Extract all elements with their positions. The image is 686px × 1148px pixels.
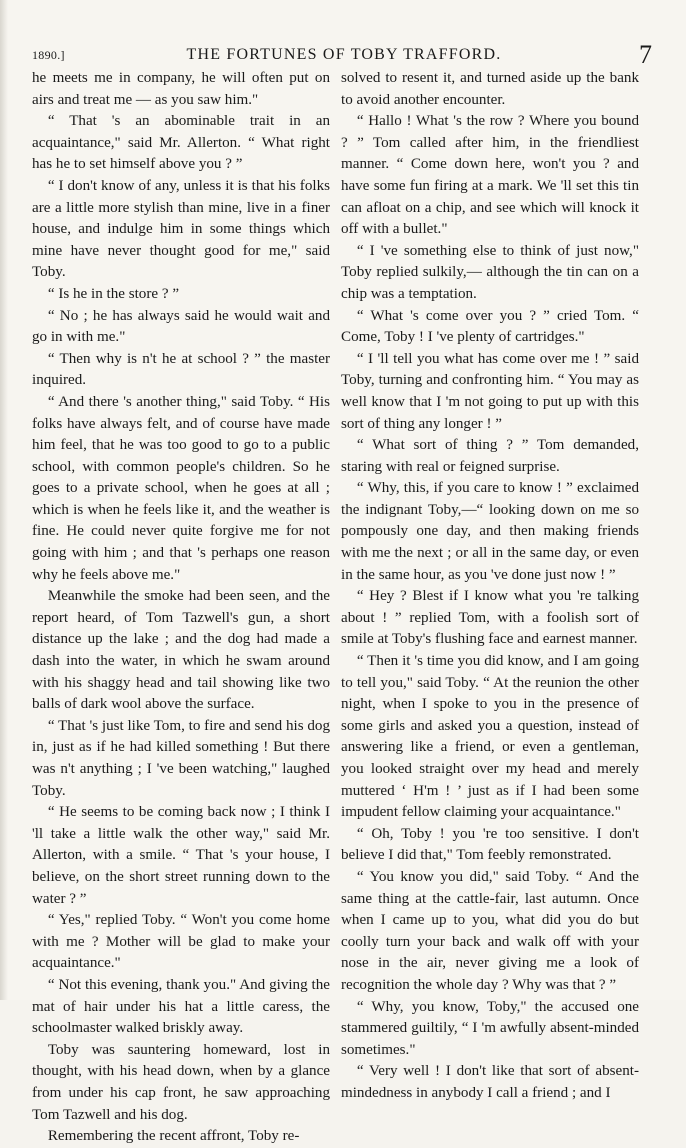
paragraph: Meanwhile the smoke had been seen, and the report heard, of Tom Tazwell's gun, a short distance up the lake ; and the dog had made a dash into the water, in which he swam around with his shaggy head and tail showing like two balls of dark wool above the surface.: [32, 588, 330, 713]
paragraph: “ That 's an abominable trait in an acquaintance," said Mr. Allerton. “ What right has he to set himself above you ? ”: [32, 113, 330, 173]
paragraph: “ Very well ! I don't like that sort of absent-mindedness in anybody I call a friend ; and I: [341, 1063, 639, 1101]
paragraph: “ I 'll tell you what has come over me ! ” said Toby, turning and confronting him. “ You may as well know that I 'm not going to put up with this sort of thing any longer ! ”: [341, 350, 639, 432]
paragraph: solved to resent it, and turned aside up the bank to avoid another encounter.: [341, 70, 639, 108]
paragraph: Remembering the recent affront, Toby re-: [47, 1128, 300, 1145]
running-header: [32, 40, 656, 70]
paragraph: “ No ; he has always said he would wait and go in with me.": [32, 307, 330, 346]
paragraph: “ Why, this, if you care to know ! ” exclaimed the indignant Toby,—“ looking down on me so pompously one day, and then making friends with me the next ; or all in the same day, or even in the same hour, as you 've done just now ! ”: [341, 480, 639, 583]
paragraph: “ I 've something else to think of just now," Toby replied sulkily,— although the tin can on a chip was a temptation.: [341, 242, 639, 302]
issue-date: 1890.]: [32, 48, 65, 62]
paragraph: “ Is he in the store ? ”: [47, 285, 180, 302]
page-number: 7: [639, 40, 652, 69]
left-column: [32, 68, 330, 1148]
paragraph: “ Not this evening, thank you." And giving the mat of hair under his hat a little caress, the schoolmaster walked briskly away.: [32, 976, 330, 1037]
paragraph: he meets me in company, he will often put on airs and treat me — as you saw him.": [32, 70, 330, 108]
paragraph: “ He seems to be coming back now ; I think I 'll take a little walk the other way," said Mr. Allerton, with a smile. “ That 's your house, I believe, on the short street running down to the water ? ”: [32, 804, 330, 907]
paragraph: “ You know you did," said Toby. “ And the same thing at the cattle-fair, last autumn. Once when I came up to you, what did you do but coolly turn your back and walk off with your nose in the air, never giving me a look of recognition the whole day ? Why was that ? ”: [341, 868, 639, 993]
paragraph: “ I don't know of any, unless it is that his folks are a little more stylish than mine, live in a finer house, and indulge him in some things which mine have never thought good for me," said Toby.: [32, 177, 330, 281]
paragraph: “ Why, you know, Toby," the accused one stammered guiltily, “ I 'm awfully absent-minded sometimes.": [341, 998, 639, 1058]
paragraph: “ And there 's another thing," said Toby. “ His folks have always felt, and of course have made him feel, that he was too good to go to a public school, with common people's children. So he goes to a private school, when he goes at all ; which is when he feels like it, and the weather is fine. He could never quite forgive me for not going with him ; and that 's perhaps one reason why he feels above me.": [32, 393, 330, 583]
paragraph: “ Hey ? Blest if I know what you 're talking about ! ” replied Tom, with a foolish sort of smile at Toby's flushing face and earnest manner.: [341, 588, 639, 648]
page-edge-shadow: [0, 0, 8, 1000]
paragraph: “ Yes," replied Toby. “ Won't you come home with me ? Mother will be glad to make your acquaintance.": [32, 912, 330, 972]
paragraph: “ Then why is n't he at school ? ” the master inquired.: [32, 350, 330, 389]
paragraph: “ Oh, Toby ! you 're too sensitive. I don't believe I did that," Tom feebly remonstrated.: [341, 825, 639, 864]
paragraph: “ What sort of thing ? ” Tom demanded, staring with real or feigned surprise.: [341, 437, 639, 475]
running-title: THE FORTUNES OF TOBY TRAFFORD.: [186, 46, 502, 63]
paragraph: “ What 's come over you ? ” cried Tom. “ Come, Toby ! I 've plenty of cartridges.": [341, 307, 639, 346]
paragraph: “ Hallo ! What 's the row ? Where you bound ? ” Tom called after him, in the friendliest manner. “ Come down here, won't you ? and have some fun firing at a mark. We 'll set this tin can afloat on a chip, and see which will knock it off with a bullet.": [341, 113, 639, 238]
paragraph: “ That 's just like Tom, to fire and send his dog in, just as if he had killed something ! But there was n't anything ; I 've been watching," laughed Toby.: [32, 717, 330, 799]
right-column: [341, 68, 639, 1105]
paragraph: Toby was sauntering homeward, lost in thought, with his head down, when by a glance from under his cap front, he saw approaching Tom Tazwell and his dog.: [32, 1041, 330, 1123]
paragraph: “ Then it 's time you did know, and I am going to tell you," said Toby. “ At the reunion the other night, when I spoke to you in the presence of some girls and asked you a question, instead of answering like a friend, or even a gentleman, you looked straight over my head and merely muttered ‘ H'm ! ’ just as if I had been some impudent fellow claiming your acquaintance.": [341, 653, 639, 821]
